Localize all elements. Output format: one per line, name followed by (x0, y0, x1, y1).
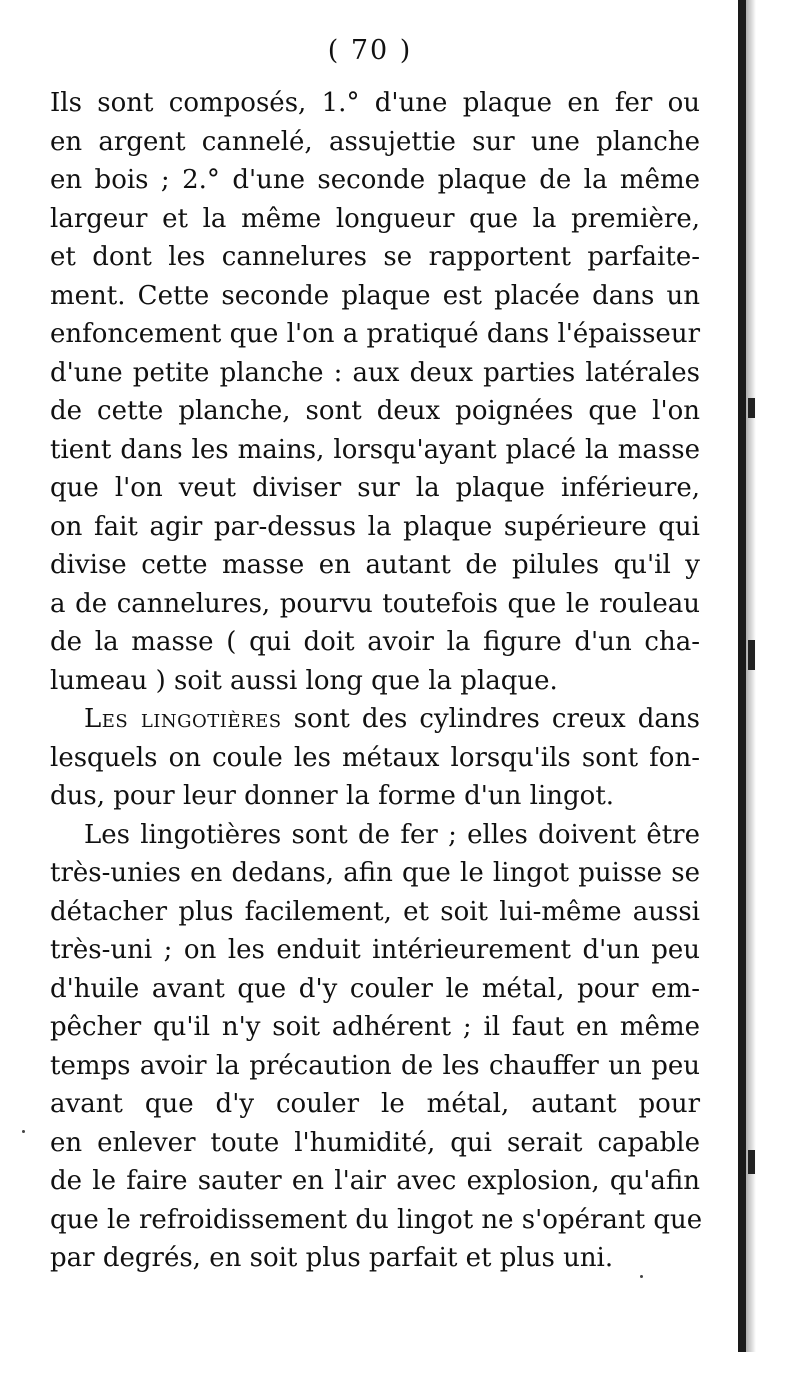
text-line: de cette planche, sont deux poignées que l'on (50, 396, 700, 426)
gutter-mark (748, 1150, 755, 1174)
text-line: largeur et la même longueur que la première, (50, 203, 700, 234)
text-line: très-uni ; on les enduit intérieurement d'un peu (50, 935, 700, 965)
body-text (50, 84, 703, 1278)
text-line: de le faire sauter en l'air avec explosion, qu'afin (50, 1166, 700, 1196)
text-line: lesquels on coule les métaux lorsqu'ils sont fon- (50, 742, 700, 773)
text-line: temps avoir la précaution de les chauffer un peu (50, 1050, 700, 1081)
text-line: détacher plus facilement, et soit lui-même aussi (50, 896, 700, 927)
text-line: a de cannelures, pourvu toutefois que le rouleau (50, 588, 700, 619)
gutter-mark (748, 640, 755, 670)
text-line: avant que d'y couler le métal, autant pour (50, 1089, 700, 1119)
text-line: très-unies en dedans, afin que le lingot puisse se (50, 858, 700, 888)
text-fragment: sont des cylindres creux dans (281, 704, 700, 734)
text-line: de la masse ( qui doit avoir la figure d'un cha- (50, 627, 700, 657)
gutter-mark (748, 398, 755, 418)
text-line: en bois ; 2.° d'une seconde plaque de la même (50, 165, 700, 195)
scan-speck (22, 1130, 25, 1133)
text-line: en enlever toute l'humidité, qui serait capable (50, 1127, 700, 1158)
text-line (50, 700, 700, 739)
page-gutter-edge (738, 0, 746, 1352)
text-line: et dont les cannelures se rapportent parfaite- (50, 242, 700, 272)
text-line: en argent cannelé, assujettie sur une planche (50, 126, 700, 157)
text-line: tient dans les mains, lorsqu'ayant placé la masse (50, 434, 700, 465)
term-heading: Les lingotières (84, 704, 282, 734)
text-line: que le refroidissement du lingot ne s'opérant que (50, 1204, 703, 1235)
text-line: on fait agir par-dessus la plaque supérieure qui (50, 511, 700, 542)
text-line: lumeau ) soit aussi long que la plaque. (50, 665, 558, 696)
page-number: ( 70 ) (327, 35, 413, 66)
text-line: ment. Cette seconde plaque est placée dans un (50, 280, 700, 311)
text-line: dus, pour leur donner la forme d'un lingot. (50, 781, 615, 811)
text-line: Ils sont composés, 1.° d'une plaque en fer ou (50, 88, 700, 118)
text-line: divise cette masse en autant de pilules qu'il y (50, 550, 700, 580)
text-line: pêcher qu'il n'y soit adhérent ; il faut en même (50, 1012, 700, 1042)
text-line: que l'on veut diviser sur la plaque inférieure, (50, 473, 700, 503)
text-line: d'huile avant que d'y couler le métal, pour em- (50, 973, 700, 1004)
text-line: Les lingotières sont de fer ; elles doivent être (84, 819, 700, 850)
text-line: d'une petite planche : aux deux parties latérales (50, 357, 700, 388)
text-line: enfoncement que l'on a pratiqué dans l'épaisseur (50, 319, 700, 349)
text-line: par degrés, en soit plus parfait et plus uni. (50, 1243, 614, 1273)
